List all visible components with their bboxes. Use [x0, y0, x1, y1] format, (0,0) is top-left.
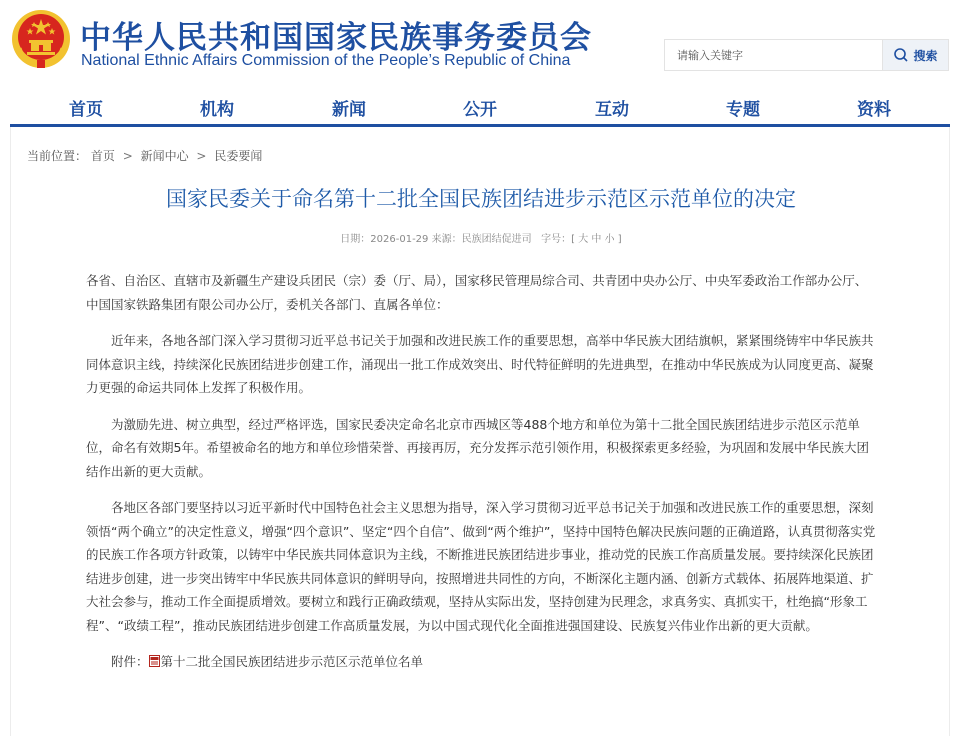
nav-public[interactable]: 公开 — [463, 100, 497, 120]
nav-resources[interactable]: 资料 — [857, 100, 891, 120]
nav-interaction[interactable]: 互动 — [595, 100, 629, 120]
article-paragraph: 各地区各部门要坚持以习近平新时代中国特色社会主义思想为指导，深入学习贯彻习近平总书记关于加强和改进民族工作的重要思想，深刻领悟“两个确立”的决定性意义，增强“四个意识”、坚定“四个自信”、做到“两个维护”，坚持中国特色解决民族问题的正确道路，认真贯彻落实党的民族工作各项方针政策，以铸牢中华民族共同体意识为主线，不断推进民族团结进步事业，推动党的民族工作高质量发展。要持续深化民族团结进步创建，进一步突出铸牢中华民族共同体意识的鲜明导向，按照增进共同性的方向，不断深化主题内涵、创新方式载体、拓展阵地渠道、扩大社会参与，推动工作全面提质增效。要树立和践行正确政绩观，坚持从实际出发，坚持创建为民理念，求真务实、真抓实干，杜绝搞“形象工程”、“政绩工程”，推动民族团结进步创建工作高质量发展，为以中国式现代化全面推进强国建设、民族复兴伟业作出新的更大贡献。 — [86, 500, 876, 633]
search-icon — [893, 47, 909, 63]
site-title-en[interactable]: National Ethnic Affairs Commission of the People’s Republic of China — [81, 52, 571, 69]
breadcrumb — [27, 147, 262, 164]
nav-home[interactable]: 首页 — [69, 100, 103, 120]
search-button-label: 搜索 — [913, 48, 938, 63]
article-title: 国家民委关于命名第十二批全国民族团结进步示范区示范单位的决定 — [166, 187, 796, 211]
national-emblem-icon[interactable] — [10, 8, 72, 70]
site-title-cn[interactable]: 中华人民共和国国家民族事务委员会 — [80, 20, 592, 56]
font-size-medium-button[interactable]: 中 — [591, 234, 602, 245]
font-size-close: ] — [617, 234, 622, 245]
article-meta — [11, 230, 951, 245]
content-panel — [10, 127, 950, 736]
site-header — [0, 0, 960, 86]
font-size-label: 字号：[ — [541, 234, 576, 245]
attachment — [86, 650, 876, 674]
breadcrumb-separator: > — [122, 149, 133, 163]
nav-organization[interactable]: 机构 — [200, 100, 234, 120]
main-nav — [0, 86, 960, 124]
breadcrumb-commission-news[interactable]: 民委要闻 — [214, 149, 263, 163]
breadcrumb-prefix: 当前位置： — [27, 149, 88, 163]
attachment-label: 附件： — [111, 654, 149, 669]
article-body — [86, 269, 876, 674]
article-source: 来源：民族团结促进司 — [431, 234, 532, 245]
article-paragraph: 为激励先进、树立典型，经过严格评选，国家民委决定命名北京市西城区等488个地方和单位为第十二批全国民族团结进步示范区示范单位，命名有效期5年。希望被命名的地方和单位珍惜荣誉、再接再厉，充分发挥示范引领作用，积极探索更多经验，为巩固和发展中华民族大团结作出新的更大贡献。 — [86, 416, 869, 479]
search-button[interactable] — [882, 40, 948, 70]
font-size-small-button[interactable]: 小 — [604, 234, 615, 245]
breadcrumb-news-center[interactable]: 新闻中心 — [140, 149, 189, 163]
nav-topics[interactable]: 专题 — [726, 100, 760, 120]
nav-news[interactable]: 新闻 — [332, 100, 366, 120]
pdf-file-icon — [149, 655, 160, 667]
breadcrumb-separator: > — [196, 149, 207, 163]
attachment-link[interactable]: 第十二批全国民族团结进步示范区示范单位名单 — [160, 654, 424, 669]
breadcrumb-home[interactable]: 首页 — [90, 149, 115, 163]
article-paragraph: 近年来，各地各部门深入学习贯彻习近平总书记关于加强和改进民族工作的重要思想，高举中华民族大团结旗帜，紧紧围绕铸牢中华民族共同体意识主线，持续深化民族团结进步创建工作，涌现出一批工作成效突出、时代特征鲜明的先进典型，在推动中华民族成为认同度更高、凝聚力更强的命运共同体上发挥了积极作用。 — [86, 333, 874, 395]
search-input[interactable] — [665, 40, 882, 70]
search-box — [664, 39, 949, 71]
article-salutation: 各省、自治区、直辖市及新疆生产建设兵团民（宗）委（厅、局），国家移民管理局综合司、共青团中央办公厅、中央军委政治工作部办公厅、中国国家铁路集团有限公司办公厅，委机关各部门、直属各单位： — [86, 273, 868, 312]
font-size-large-button[interactable]: 大 — [578, 234, 589, 245]
article-date: 日期：2026-01-29 — [340, 234, 429, 245]
